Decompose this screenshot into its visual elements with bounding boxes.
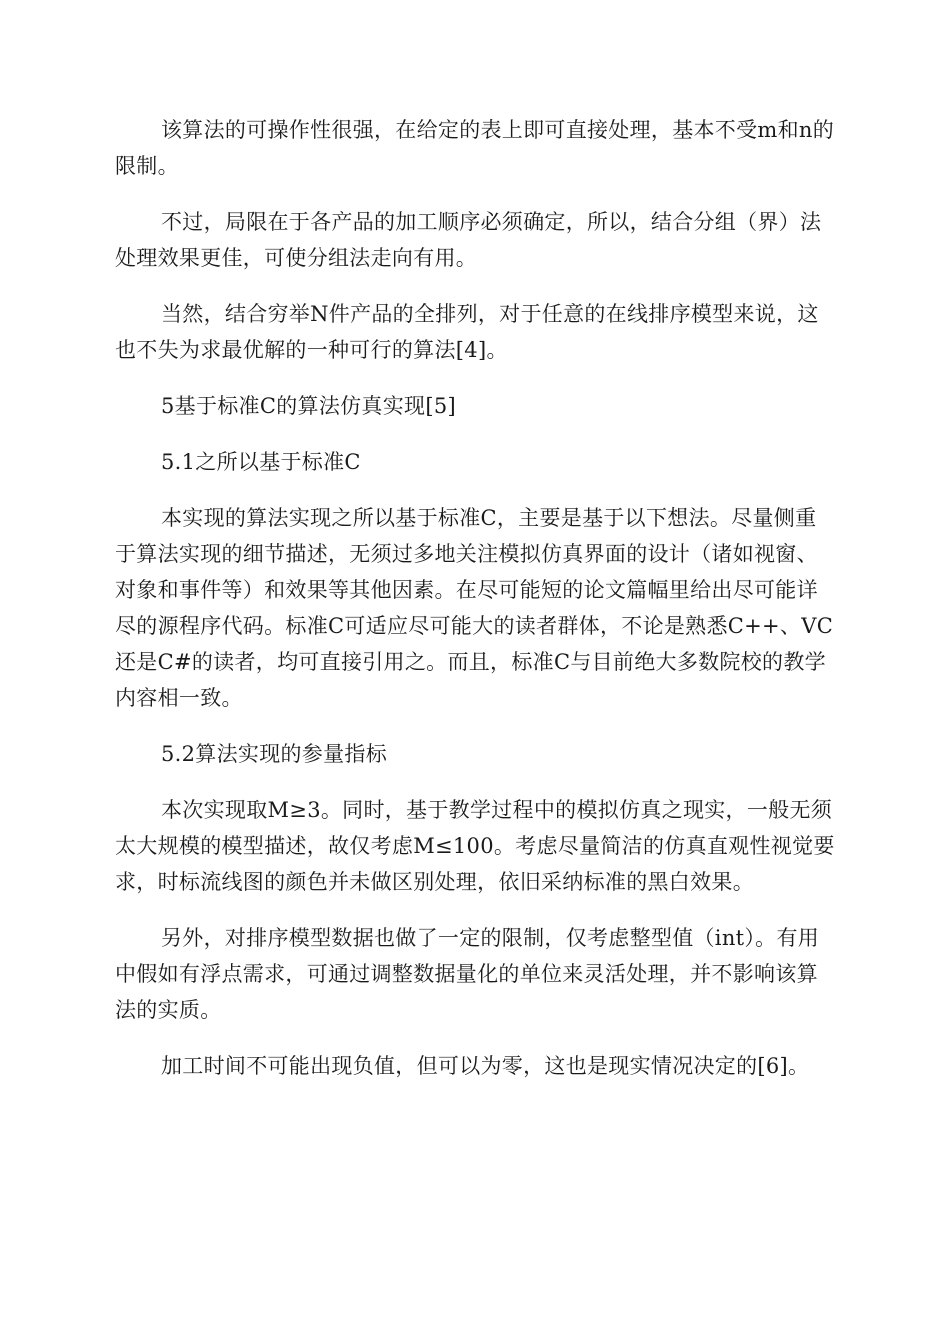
paragraph-data-restriction: 另外，对排序模型数据也做了一定的限制，仅考虑整型值（int）。有用中假如有浮点需求，可通过调整数据量化的单位来灵活处理，并不影响该算法的实质。 <box>115 926 820 1022</box>
document-body <box>115 112 835 1104</box>
subsection-heading-5-1: 5.1之所以基于标准C <box>161 450 361 474</box>
paragraph-exhaustive-search: 当然，结合穷举N件产品的全排列，对于任意的在线排序模型来说，这也不失为求最优解的一种可行的算法[4]。 <box>115 302 819 362</box>
paragraph-limitation: 不过，局限在于各产品的加工顺序必须确定，所以，结合分组（界）法处理效果更佳，可使分组法走向有用。 <box>115 210 822 270</box>
section-heading-5: 5基于标准C的算法仿真实现[5] <box>161 394 456 418</box>
paragraph-processing-time: 加工时间不可能出现负值，但可以为零，这也是现实情况决定的[6]。 <box>161 1054 810 1078</box>
paragraph-why-standard-c: 本实现的算法实现之所以基于标准C，主要是基于以下想法。尽量侧重于算法实现的细节描述，无须过多地关注模拟仿真界面的设计（诸如视窗、对象和事件等）和效果等其他因素。在尽可能短的论文篇幅里给出尽可能详尽的源程序代码。标准C可适应尽可能大的读者群体，不论是熟悉C++、VC还是C#的读者，均可直接引用之。而且，标准C与目前绝大多数院校的教学内容相一致。 <box>115 506 834 710</box>
paragraph-parameters: 本次实现取M≥3。同时，基于教学过程中的模拟仿真之现实，一般无须太大规模的模型描述，故仅考虑M≤100。考虑尽量简洁的仿真直观性视觉要求，时标流线图的颜色并未做区别处理，依旧采纳标准的黑白效果。 <box>115 798 835 894</box>
paragraph-operability: 该算法的可操作性很强，在给定的表上即可直接处理，基本不受m和n的限制。 <box>115 118 835 178</box>
subsection-heading-5-2: 5.2算法实现的参量指标 <box>161 742 387 766</box>
